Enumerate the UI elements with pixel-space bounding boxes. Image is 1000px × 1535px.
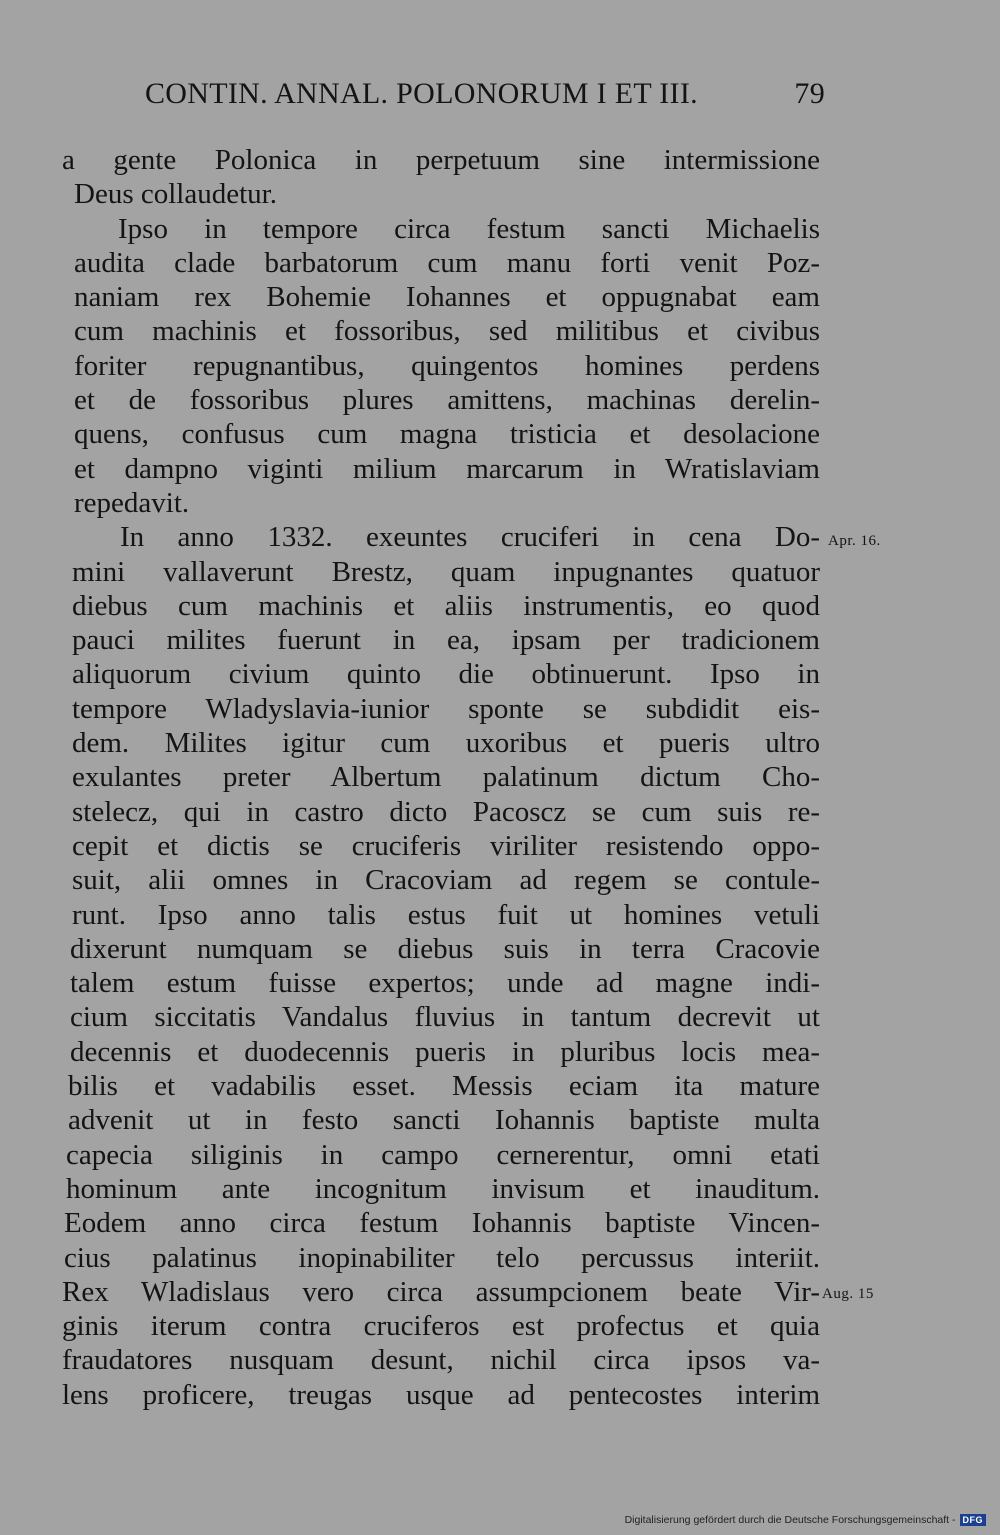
text-line: Ipso in tempore circa festum sancti Michaelis <box>118 212 820 245</box>
margin-note-date: Apr. 16. <box>828 533 881 549</box>
body-text <box>62 143 820 1412</box>
text-line: suit, alii omnes in Cracoviam ad regem se contule- <box>72 864 820 897</box>
text-line: naniam rex Bohemie Iohannes et oppugnabat eam <box>74 281 820 314</box>
text-line: tempore Wladyslavia-iunior sponte se subdidit eis- <box>72 692 820 725</box>
text-line: pauci milites fuerunt in ea, ipsam per tradicionem <box>72 624 820 657</box>
text-line: aliquorum civium quinto die obtinuerunt. Ipso in <box>72 658 820 691</box>
text-line: fraudatores nusquam desunt, nichil circa ipsos va- <box>62 1344 820 1377</box>
text-line: mini vallaverunt Brestz, quam inpugnantes quatuor <box>72 555 820 588</box>
text-line: repedavit. <box>74 486 190 519</box>
dfg-logo: DFG <box>960 1514 987 1526</box>
text-line: dixerunt numquam se diebus suis in terra Cracovie <box>70 932 820 965</box>
text-line: audita clade barbatorum cum manu forti venit Poz- <box>74 246 820 279</box>
text-line: dem. Milites igitur cum uxoribus et pueris ultro <box>72 727 820 760</box>
text-line: talem estum fuisse expertos; unde ad magne indi- <box>70 967 820 1000</box>
text-line: diebus cum machinis et aliis instrumentis, eo quod <box>72 589 820 622</box>
text-line: In anno 1332. exeuntes cruciferi in cena Do- <box>120 521 820 554</box>
text-line: Rex Wladislaus vero circa assumpcionem beate Vir- <box>62 1275 820 1308</box>
text-line: et dampno viginti milium marcarum in Wratislaviam <box>74 452 820 485</box>
text-line: Deus collaudetur. <box>74 178 277 211</box>
running-head <box>145 74 825 114</box>
footer-credit <box>625 1511 986 1529</box>
page-number: 79 <box>794 77 825 110</box>
text-line: bilis et vadabilis esset. Messis eciam ita mature <box>68 1070 820 1103</box>
text-line: exulantes preter Albertum palatinum dictum Cho- <box>72 761 820 794</box>
text-line: quens, confusus cum magna tristicia et desolacione <box>74 418 820 451</box>
text-line: hominum ante incognitum invisum et inauditum. <box>66 1172 820 1205</box>
text-line: capecia siliginis in campo cernerentur, omni etati <box>66 1138 820 1171</box>
footer-text: Digitalisierung gefördert durch die Deutsche Forschungsgemeinschaft - <box>624 1514 956 1526</box>
page-title: CONTIN. ANNAL. POLONORUM I ET III. <box>145 77 698 110</box>
text-line: foriter repugnantibus, quingentos homines perdens <box>74 349 820 382</box>
text-line: Eodem anno circa festum Iohannis baptiste Vincen- <box>64 1207 820 1240</box>
text-line: cum machinis et fossoribus, sed militibus et civibus <box>74 315 820 348</box>
text-line: stelecz, qui in castro dicto Pacoscz se cum suis re- <box>72 795 820 828</box>
text-line: advenit ut in festo sancti Iohannis baptiste multa <box>68 1104 820 1137</box>
text-line: ginis iterum contra cruciferos est profectus et quia <box>62 1310 820 1343</box>
text-line: lens proficere, treugas usque ad pentecostes interim <box>62 1378 820 1411</box>
text-line: runt. Ipso anno talis estus fuit ut homines vetuli <box>72 898 820 931</box>
margin-note-date: Aug. 15 <box>822 1286 874 1302</box>
text-line: a gente Polonica in perpetuum sine intermissione <box>62 144 820 176</box>
text-line: cepit et dictis se cruciferis viriliter resistendo oppo- <box>72 829 820 862</box>
text-line: decennis et duodecennis pueris in pluribus locis mea- <box>70 1035 820 1068</box>
text-line: cius palatinus inopinabiliter telo percussus interiit. <box>64 1241 820 1274</box>
text-line: cium siccitatis Vandalus fluvius in tantum decrevit ut <box>70 1001 820 1034</box>
text-line: et de fossoribus plures amittens, machinas derelin- <box>74 384 820 417</box>
